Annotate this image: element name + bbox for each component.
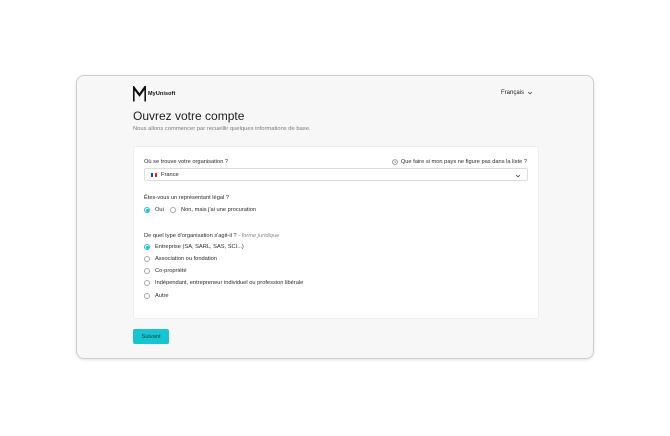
radio-button[interactable] [144, 268, 150, 274]
signup-window [76, 75, 594, 359]
chevron-down-icon [515, 173, 521, 179]
org-type-hint: - forme juridique [238, 233, 280, 239]
logo-text: MyUnisoft [148, 91, 176, 97]
signup-content [133, 76, 539, 358]
radio-button[interactable] [170, 207, 176, 213]
country-value: France [161, 171, 179, 178]
page-title: Ouvrez votre compte [133, 109, 245, 123]
org-type-option-label: Autre [155, 293, 169, 299]
org-type-option-label: Co-propriété [155, 268, 187, 274]
org-type-option-label: Entreprise (SA, SARL, SAS, SCI...) [155, 244, 244, 250]
org-type-option-label: Indépendant, entrepreneur individuel ou profession libérale [155, 280, 304, 286]
radio-button[interactable] [144, 293, 150, 299]
chevron-down-icon [527, 90, 533, 96]
legal-option-proxy[interactable] [170, 207, 256, 213]
page-subtitle: Nous allons commencer par recueillir quelques informations de base. [133, 126, 311, 132]
radio-button[interactable] [144, 207, 150, 213]
org-type-option[interactable] [144, 293, 169, 299]
topbar [133, 86, 539, 104]
org-type-option-label: Association ou fondation [155, 256, 217, 262]
help-clock-icon [392, 159, 398, 165]
logo[interactable] [133, 86, 175, 102]
form-card [133, 146, 539, 319]
help-country-text: Que faire si mon pays ne figure pas dans la liste ? [400, 159, 527, 165]
legal-option-label: Non, mais j'ai une procuration [181, 207, 257, 213]
org-type-option[interactable] [144, 244, 244, 250]
language-selector[interactable] [501, 90, 533, 96]
france-flag-icon [151, 173, 157, 177]
org-type-option[interactable] [144, 280, 303, 286]
radio-button[interactable] [144, 256, 150, 262]
radio-button[interactable] [144, 244, 150, 250]
org-type-label [144, 233, 279, 239]
org-type-question: De quel type d'organisation s'agit-il ? [144, 233, 237, 239]
country-select[interactable] [144, 168, 528, 181]
legal-option-yes[interactable] [144, 207, 164, 213]
legal-label: Êtes-vous un représentant légal ? [144, 195, 230, 201]
legal-option-label: Oui [155, 207, 164, 213]
next-button[interactable]: Suivant [133, 329, 169, 344]
org-type-option[interactable] [144, 256, 217, 262]
help-country-link[interactable] [392, 159, 527, 165]
org-type-option[interactable] [144, 268, 187, 274]
location-label: Où se trouve votre organisation ? [144, 159, 229, 165]
language-label: Français [500, 90, 524, 96]
radio-button[interactable] [144, 280, 150, 286]
myunisoft-logo-icon [133, 86, 146, 102]
